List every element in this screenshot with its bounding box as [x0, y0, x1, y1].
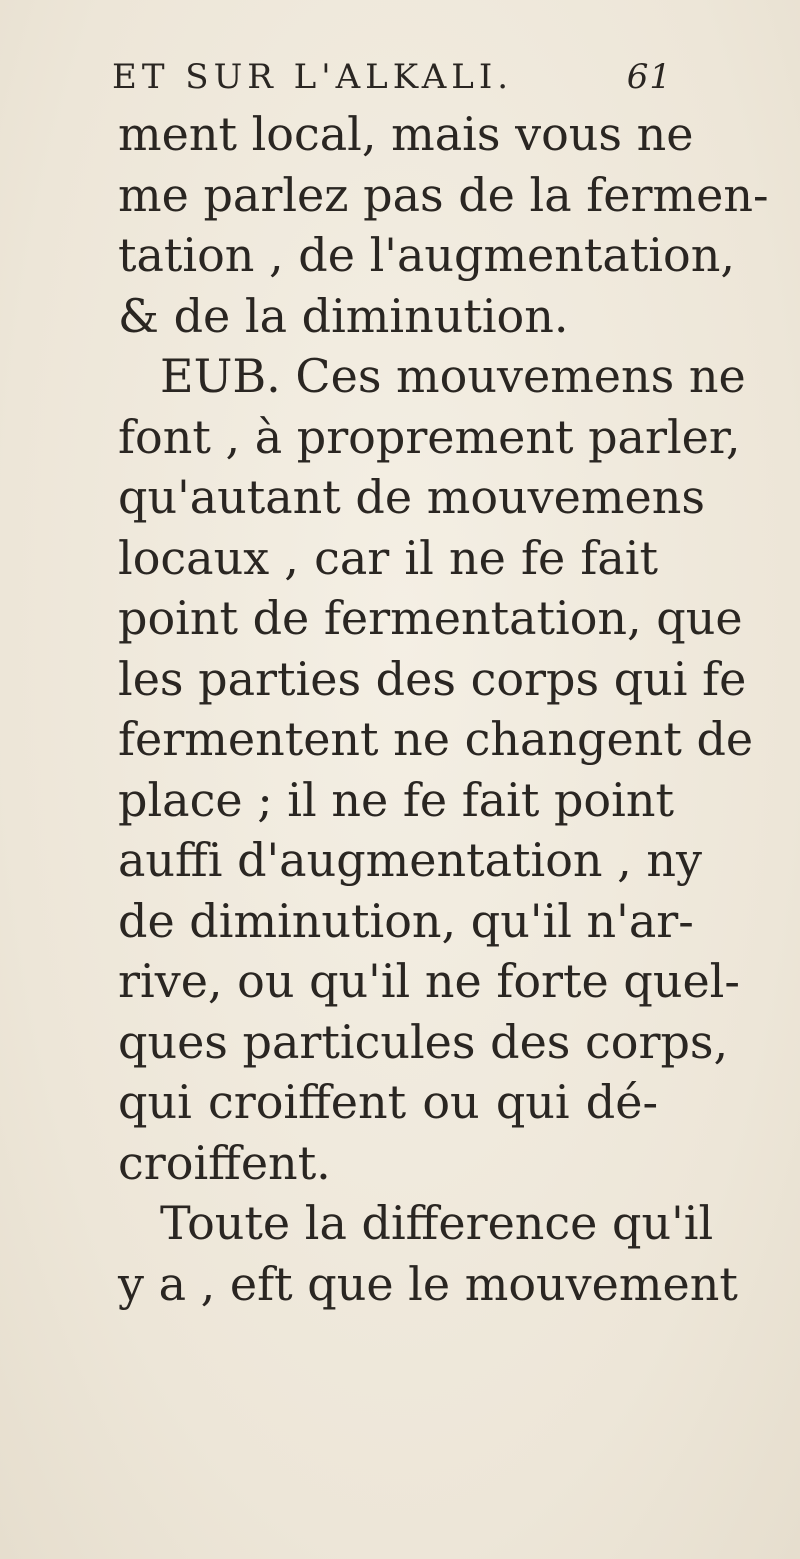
text-line: ment local, mais vous ne — [118, 107, 694, 161]
text-line: place ; il ne fe fait point — [118, 772, 674, 827]
text-line: auffi d'augmentation , ny — [118, 833, 703, 887]
body-text — [118, 104, 769, 1314]
text-line: de diminution, qu'il n'ar- — [118, 893, 694, 948]
text-line: font , à proprement parler, — [118, 409, 741, 464]
text-line: ques particules des corps, — [118, 1014, 729, 1069]
text-line: EUB. Ces mouvemens ne — [160, 349, 746, 403]
text-line: rive, ou qu'il ne forte quel- — [118, 954, 740, 1008]
text-line: les parties des corps qui fe — [118, 651, 747, 706]
running-head — [112, 52, 672, 102]
text-line: & de la diminution. — [118, 288, 569, 343]
text-line: tation , de l'augmentation, — [118, 228, 735, 282]
text-line: qui croiffent ou qui dé- — [118, 1075, 658, 1129]
page-number: 61 — [626, 57, 672, 97]
running-title: ET SUR L'ALKALI. — [112, 57, 514, 97]
text-line: locaux , car il ne fe fait — [118, 530, 658, 585]
text-line: me parlez pas de la fermen- — [118, 167, 769, 222]
text-line: Toute la difference qu'il — [160, 1196, 714, 1250]
text-line: qu'autant de mouvemens — [118, 470, 705, 524]
text-line: point de fermentation, que — [118, 591, 743, 645]
text-line: croiffent. — [118, 1135, 331, 1190]
text-line: fermentent ne changent de — [118, 712, 754, 766]
text-line: y a , eft que le mouvement — [118, 1256, 738, 1311]
